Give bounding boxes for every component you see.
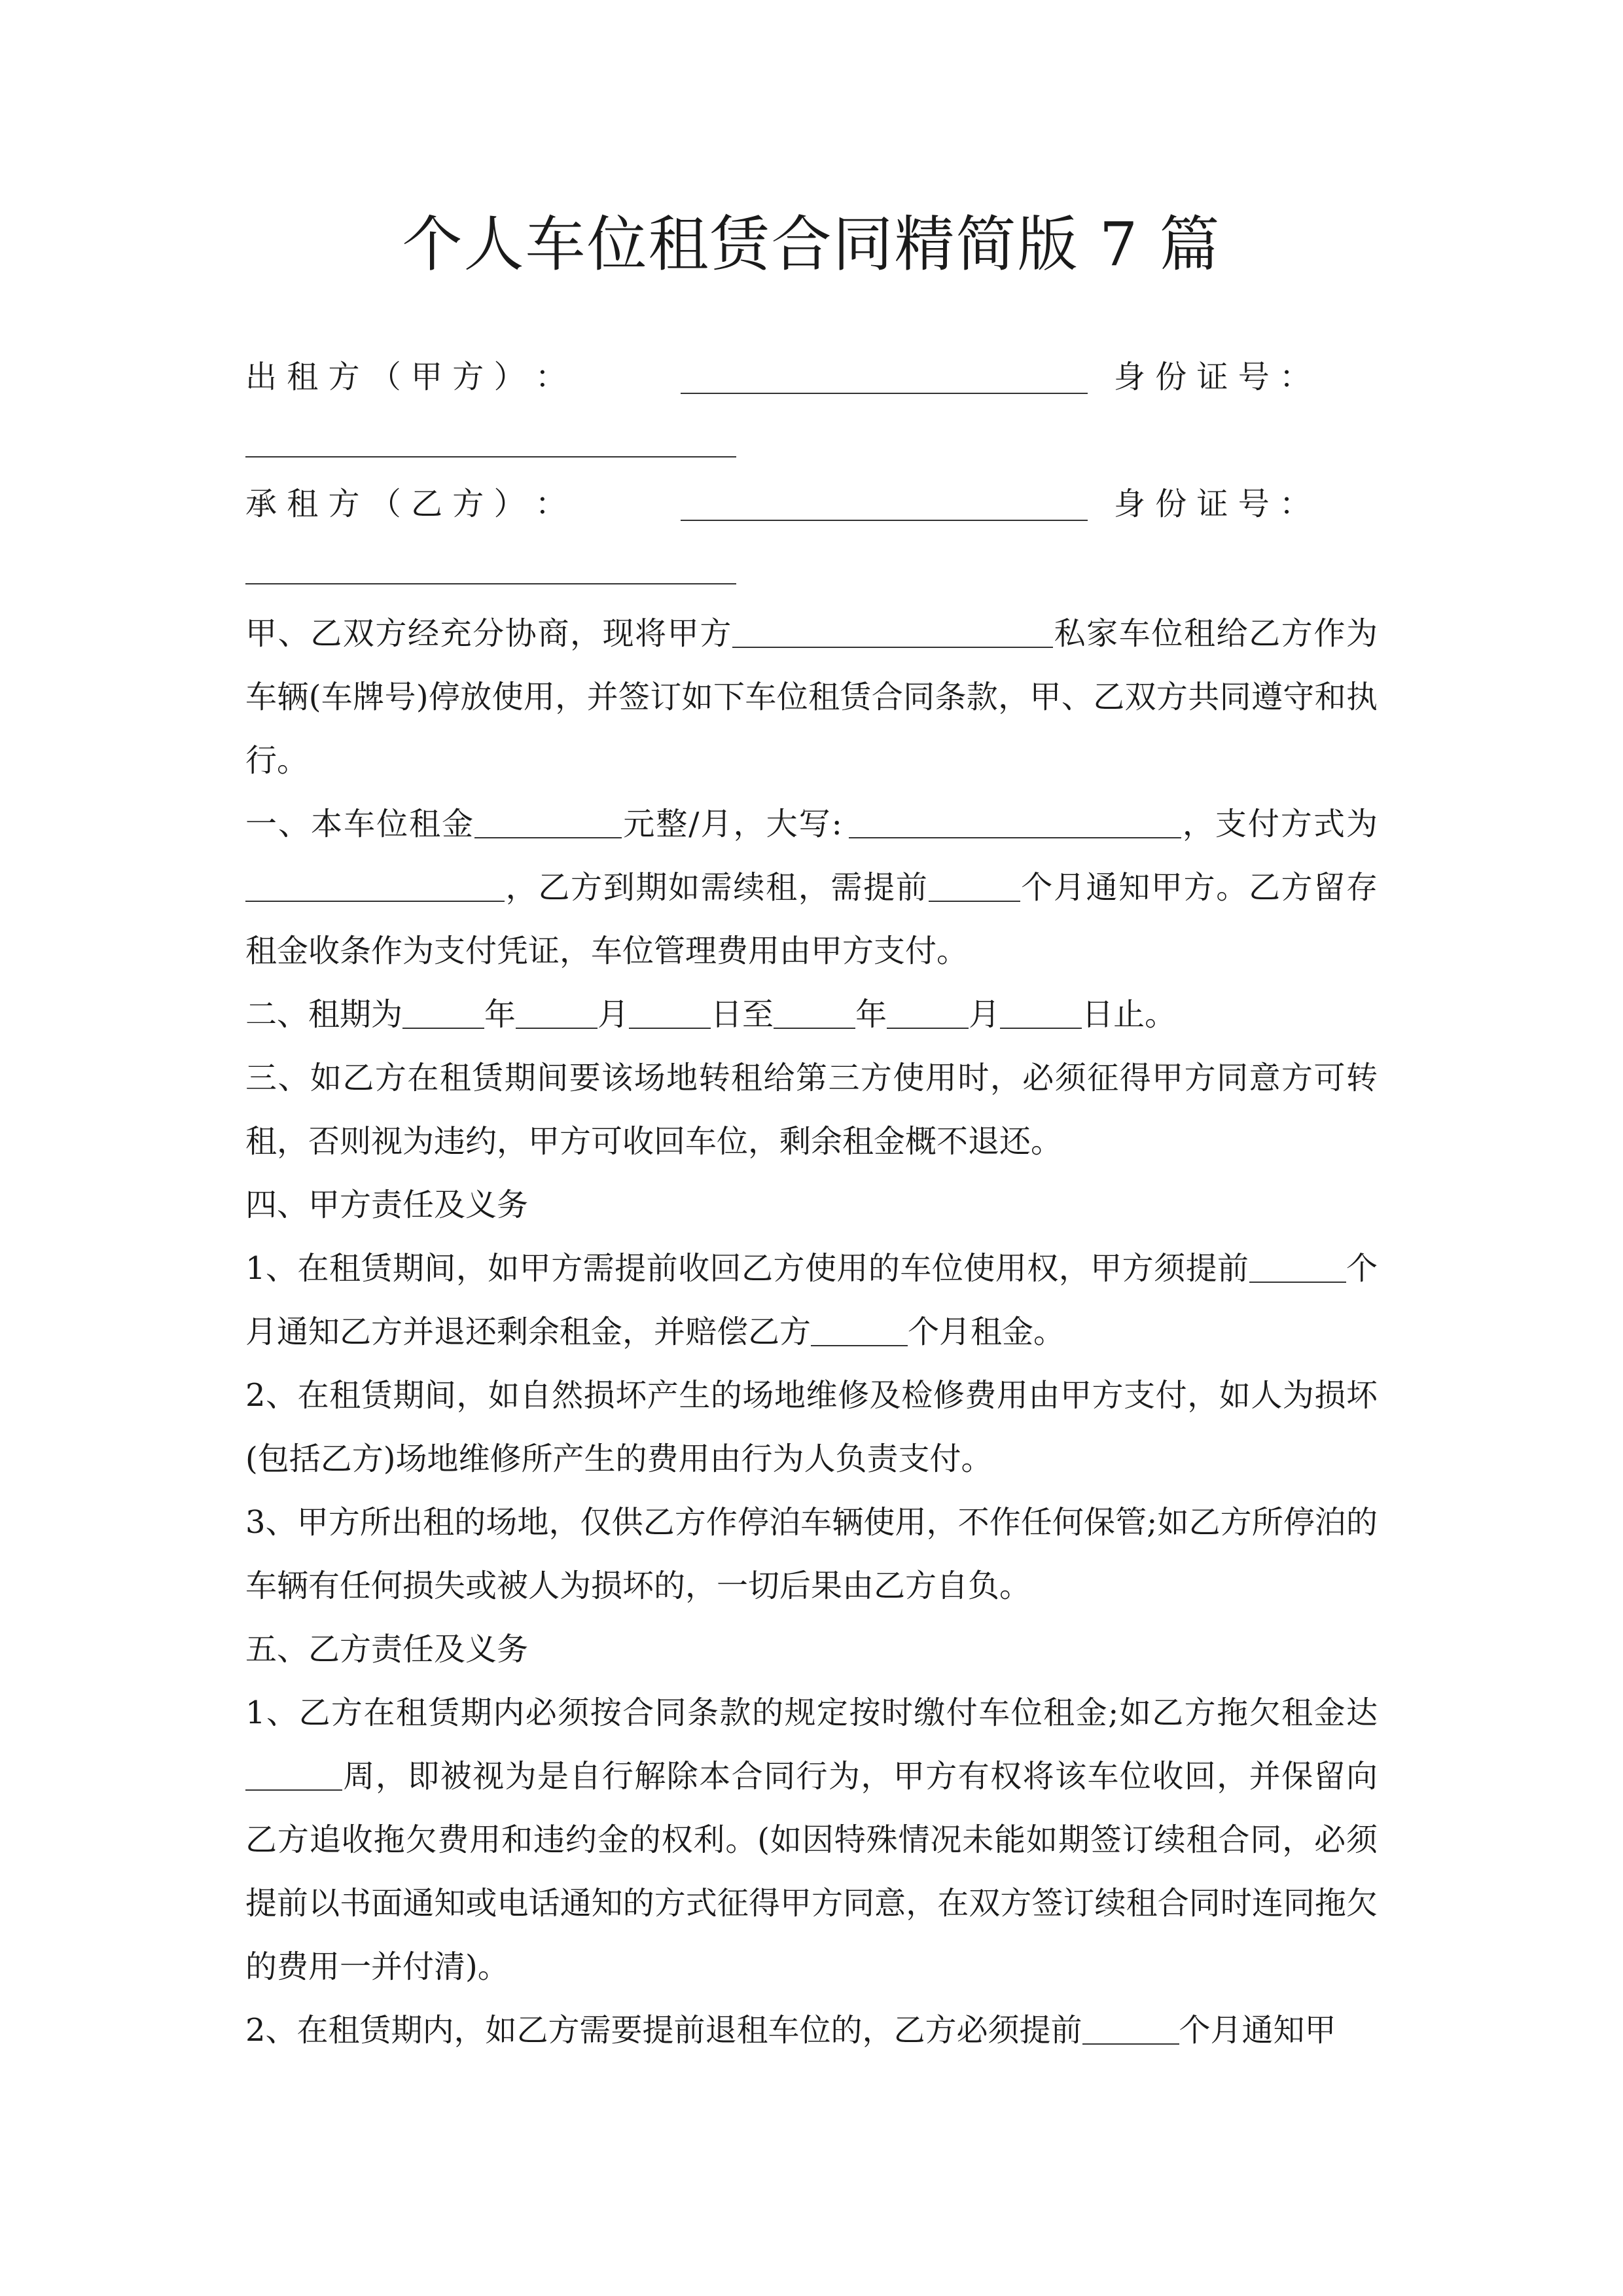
clause-1-text-b: 元整/月，大写:: [622, 806, 842, 842]
section-4-item-1-text-c: 个月租金。: [908, 1314, 1065, 1350]
section-4-heading: 四、甲方责任及义务: [245, 1187, 529, 1223]
clause-2-end-year: 年: [855, 996, 887, 1033]
lessor-label: 出 租 方 （ 甲 方 ） ：: [245, 359, 567, 395]
lessee-id-label: 身 份 证 号 ：: [1114, 486, 1311, 522]
clause-1: [245, 793, 1378, 983]
start-day-blank[interactable]: [629, 997, 711, 1029]
clause-1-text-a: 一、本车位租金: [245, 806, 475, 842]
arrears-weeks-blank[interactable]: [245, 1759, 342, 1791]
intro-text-2: 私家车位租给乙方作为: [1052, 615, 1378, 652]
page-title: 个人车位租赁合同精简版 7 篇: [402, 209, 1221, 279]
lessee-label: 承 租 方 （ 乙 方 ） ：: [245, 486, 567, 522]
clause-2-month: 月: [597, 996, 630, 1033]
rent-amount-blank[interactable]: [474, 807, 622, 838]
lessor-name-blank[interactable]: [681, 393, 1088, 394]
section-4-item-2: 2、在租赁期间，如自然损坏产生的场地维修及检修费用由甲方支付，如人为损坏(包括乙方)场地维修所产生的费用由行为人负责支付。: [245, 1377, 1378, 1477]
clause-2-day-to: 日至: [711, 996, 774, 1033]
clause-1-text-c: ，支付方式为: [1181, 806, 1378, 842]
intro-text-1: 甲、乙双方经充分协商，现将甲方: [245, 615, 732, 652]
lessee-name-blank[interactable]: [681, 520, 1088, 521]
section-4-item-1-text-a: 1、在租赁期间，如甲方需提前收回乙方使用的车位使用权，甲方须提前: [245, 1250, 1249, 1287]
clause-3: 三、如乙方在租赁期间要该场地转租给第三方使用时，必须征得甲方同意方可转租，否则视为违约，甲方可收回车位，剩余租金概不退还。: [245, 1060, 1378, 1160]
early-termination-notice-blank[interactable]: [1082, 2013, 1179, 2045]
clause-2-end-month: 月: [969, 996, 1001, 1033]
intro-paragraph: [245, 602, 1378, 793]
section-4-item-1: [245, 1237, 1378, 1364]
clause-2: [245, 983, 1378, 1047]
clause-1-text-d: ，乙方到期如需续租，需提前: [505, 869, 929, 906]
clause-2-text-a: 二、租期为: [245, 996, 403, 1033]
section-5-item-1: [245, 1681, 1378, 1999]
lessor-id-label: 身 份 证 号 ：: [1114, 359, 1311, 395]
section-5-item-2-text-b: 个月通知甲: [1179, 2012, 1336, 2049]
section-5-item-2: [245, 1999, 1378, 2062]
section-5-item-1-text-a: 1、乙方在租赁期内必须按合同条款的规定按时缴付车位租金;如乙方拖欠租金达: [245, 1695, 1378, 1731]
end-month-blank[interactable]: [887, 997, 969, 1029]
rent-uppercase-blank[interactable]: [849, 807, 1181, 838]
intro-text-3: 车辆(车牌号)停放使用，并签订如下车位租赁合同条款，甲、乙双方共同遵守和执行。: [245, 679, 1378, 779]
lessee-id-blank[interactable]: [245, 583, 736, 584]
parking-location-blank[interactable]: [732, 617, 1053, 648]
payment-method-blank[interactable]: [245, 870, 505, 902]
reclaim-notice-blank[interactable]: [1249, 1251, 1346, 1283]
end-day-blank[interactable]: [1000, 997, 1082, 1029]
section-5-heading: 五、乙方责任及义务: [245, 1631, 529, 1668]
section-4-item-3: 3、甲方所出租的场地，仅供乙方作停泊车辆使用，不作任何保管;如乙方所停泊的车辆有任何损失或被人为损坏的，一切后果由乙方自负。: [245, 1504, 1378, 1604]
start-year-blank[interactable]: [402, 997, 484, 1029]
renewal-notice-blank[interactable]: [929, 870, 1020, 902]
lessor-id-blank[interactable]: [245, 456, 736, 457]
start-month-blank[interactable]: [516, 997, 597, 1029]
section-5-item-2-text-a: 2、在租赁期内，如乙方需要提前退租车位的，乙方必须提前: [245, 2012, 1082, 2049]
clause-2-end: 日止。: [1082, 996, 1177, 1033]
clause-1-text-e: 个月通知甲方。乙方留存租金收条作为支付凭证，车位管理费用由甲方支付。: [245, 869, 1378, 969]
end-year-blank[interactable]: [774, 997, 855, 1029]
section-5-item-1-text-b: 周，即被视为是自行解除本合同行为，甲方有权将该车位收回，并保留向乙方追收拖欠费用和违约金的权利。(如因特殊情况未能如期签订续租合同，必须提前以书面通知或电话通知的方式征得甲方同意，在双方签订续租合同时连同拖欠的费用一并付清)。: [245, 1758, 1378, 1985]
clause-2-year: 年: [484, 996, 516, 1033]
section-4-item-1-text-b: 个月通知乙方并退还剩余租金，并赔偿乙方: [245, 1250, 1378, 1350]
compensation-months-blank[interactable]: [811, 1315, 908, 1346]
